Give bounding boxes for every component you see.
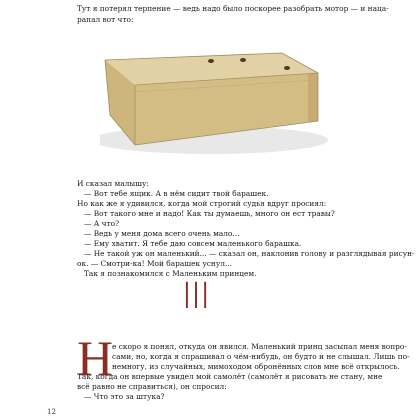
text-line: е скоро я понял, откуда он явился. Маленький принц засыпал меня вопро- (112, 342, 407, 351)
air-hole-icon (208, 59, 214, 63)
text-line: всё равно не справиться), он спросил: (77, 382, 227, 391)
text-line: — Не такой уж он маленький... — сказал он, наклонив голову и разглядывая рисун- (84, 249, 415, 258)
text-line: — Ему хватит. Я тебе даю совсем маленького барашка. (84, 239, 302, 248)
text-line: Так я познакомился с Маленьким принцем. (84, 269, 257, 278)
text-line: сами, но, когда я спрашивал о чём-нибудь, он будто и не слышал. Лишь по- (112, 352, 410, 361)
text-line: Тут я потерял терпение — ведь надо было поскорее разобрать мотор — и нацa- (77, 4, 389, 13)
box-right-face (308, 72, 318, 122)
box-illustration (100, 40, 340, 160)
text-line: ок. — Смотри-ка! Мой барашек уснул... (77, 259, 232, 268)
text-line: — Ведь у меня дома всего очень мало... (84, 229, 240, 238)
text-line: рапал вот что: (77, 15, 134, 24)
text-line: немногу, из случайных, мимоходом обронённых слов мне всё открылось. (112, 362, 400, 371)
text-line: — Вот тебе ящик. А в нём сидит твой барашек. (84, 189, 269, 198)
text-line: И сказал малышу: (77, 179, 149, 188)
text-line: — Что это за штука? (84, 392, 165, 401)
text-line: Но как же я удивился, когда мой строгий судья вдруг просиял: (77, 199, 327, 208)
text-line: Так, когда он впервые увидел мой самолёт (самолёт я рисовать не стану, мне (77, 372, 383, 381)
air-hole-icon (284, 66, 290, 70)
drop-cap: Н (77, 330, 114, 386)
text-line: — А что? (84, 219, 120, 228)
chapter-numeral: III (184, 275, 212, 317)
text-line: — Вот такого мне и надо! Как ты думаешь, много он ест травы? (84, 209, 335, 218)
page-number: 12 (47, 408, 56, 416)
air-hole-icon (240, 58, 246, 62)
